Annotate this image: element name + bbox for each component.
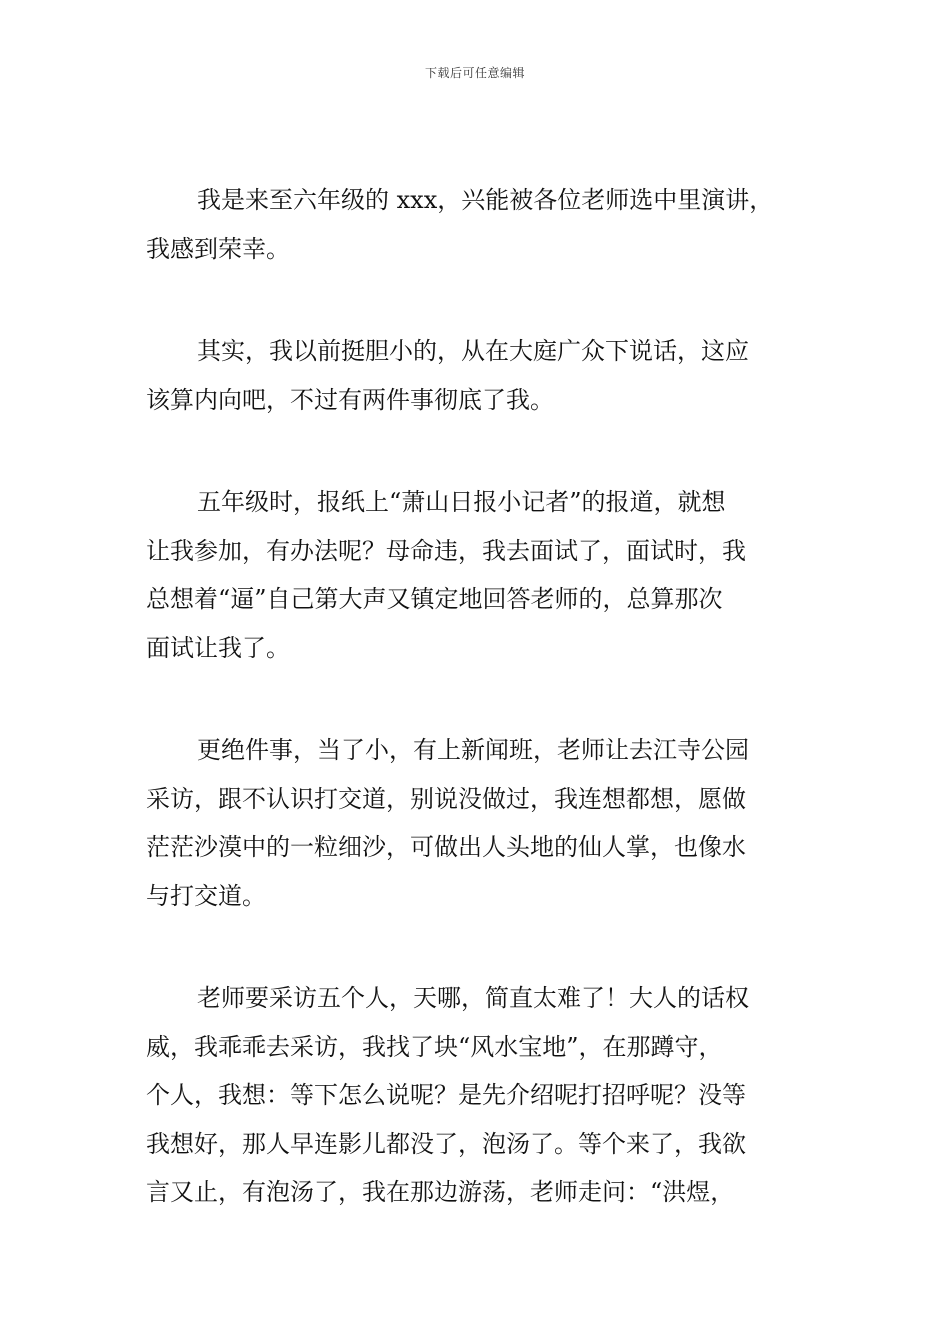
text-line: 更绝件事，当了小，有上新闻班，老师让去江寺公园 [197, 736, 749, 764]
text-line: 威，我乖乖去采访，我找了块“风水宝地”，在那蹲守， [146, 1032, 723, 1061]
text-line: 让我参加，有办法呢？母命违，我去面试了，面试时，我 [146, 536, 746, 565]
text-line: 五年级时，报纸上“萧山日报小记者”的报道，就想 [197, 488, 726, 516]
text-line: 我想好，那人早连影儿都没了，泡汤了。等个来了，我欲 [146, 1129, 746, 1158]
text-line: 总想着“逼”自己第大声又镇定地回答老师的，总算那次 [146, 585, 723, 613]
text-line: 面试让我了。 [146, 633, 290, 662]
text-line: 个人，我想：等下怎么说呢？是先介绍呢打招呼呢？没等 [146, 1081, 746, 1109]
text-line: 我是来至六年级的 xxx，兴能被各位老师选中里演讲， [197, 186, 774, 214]
paragraph-news-class [146, 726, 806, 920]
text-line: 其实，我以前挺胆小的，从在大庭广众下说话，这应 [197, 337, 749, 365]
text-line: 与打交道。 [146, 881, 266, 910]
text-line: 言又止，有泡汤了，我在那边游荡，老师走问：“洪煜， [146, 1178, 735, 1206]
paragraph-interviewing-people [146, 974, 806, 1217]
text-line: 我感到荣幸。 [146, 234, 290, 263]
document-body [146, 176, 806, 1271]
page-header-note: 下载后可任意编辑 [424, 66, 525, 80]
text-line: 茫茫沙漠中的一粒细沙，可做出人头地的仙人掌，也像水 [146, 833, 746, 861]
text-line: 采访，跟不认识打交道，别说没做过，我连想都想，愿做 [146, 784, 746, 813]
paragraph-intro [146, 176, 806, 273]
text-line: 老师要采访五个人，天哪，简直太难了！大人的话权 [197, 984, 749, 1012]
paragraph-shy [146, 327, 806, 424]
paragraph-interview [146, 478, 806, 672]
text-line: 该算内向吧，不过有两件事彻底了我。 [146, 385, 554, 414]
